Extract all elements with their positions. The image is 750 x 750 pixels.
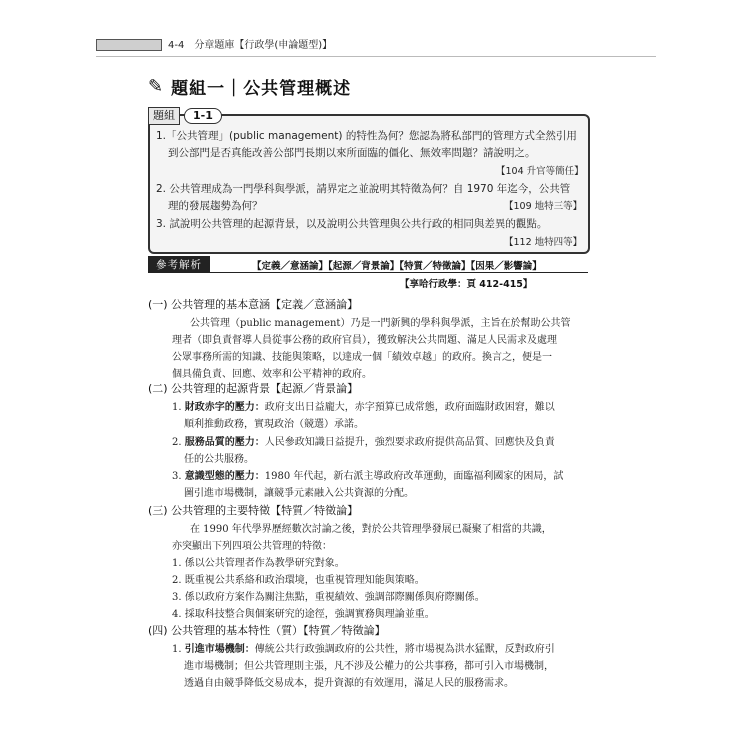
question-source: 【104 升官等簡任】 — [496, 166, 584, 177]
list-item-cont: 任的公共服務。 — [184, 454, 254, 465]
question-tab-label: 題組 — [148, 107, 180, 125]
section-heading: (一) 公共管理的基本意涵【定義／意涵論】 — [148, 298, 359, 311]
page-header — [96, 34, 656, 58]
pencil-icon: ✎ — [148, 75, 164, 97]
list-item: 2. 服務品質的壓力：人民參政知識日益提升，強烈要求政府提供高品質、回應快及負責 — [172, 437, 555, 448]
question-line: 到公部門是否真能改善公部門長期以來所面臨的僵化、無效率問題？請說明之。 — [168, 147, 536, 159]
list-item: 2. 既重視公共系絡和政治環境，也重視管理知能與策略。 — [172, 575, 425, 586]
body-line: 公眾事務所需的知識、技能與策略，以達成一個「績效卓越」的政府。換言之，便是一 — [172, 352, 552, 363]
body-line: 亦突顯出下列四項公共管理的特徵： — [172, 541, 332, 552]
body-line: 理者（即負責督導人員從事公務的政府官員），獲致解決公共問題、滿足人民需求及處理 — [172, 335, 557, 346]
list-item: 3. 係以政府方案作為關注焦點，重視績效、強調部際關係與府際關係。 — [172, 592, 485, 603]
section-title — [148, 74, 351, 99]
question-tab — [148, 107, 222, 125]
list-item: 1. 引進市場機制：傳統公共行政強調政府的公共性，將市場視為洪水猛獸，反對政府引 — [172, 644, 555, 655]
list-item-cont: 透過自由競爭降低交易成本，提升資源的有效運用，滿足人民的服務需求。 — [184, 678, 514, 689]
question-line: 3. 試說明公共管理的起源背景，以及說明公共管理與公共行政的相同與差異的觀點。 — [156, 218, 548, 230]
header-divider — [96, 56, 656, 57]
body-line: 在 1990 年代學界歷經數次討論之後，對於公共管理學發展已凝聚了相當的共識， — [190, 524, 552, 535]
list-item: 4. 採取科技整合與個案研究的途徑，強調實務與理論並重。 — [172, 609, 435, 620]
section-heading: (四) 公共管理的基本特性（質）【特質／特徵論】 — [148, 624, 386, 637]
header-text: 4-4 分章題庫【行政學(申論題型)】 — [168, 40, 333, 51]
section-title-text: 題組一｜公共管理概述 — [171, 79, 352, 99]
body-line: 個具備負責、回應、效率和公平精神的政府。 — [172, 369, 372, 380]
reference-source: 【享哈行政學：頁 412-415】 — [400, 279, 533, 290]
question-line: 2. 公共管理成為一門學科與學派，請界定之並說明其特徵為何？自 1970 年迄今，公共管 — [156, 183, 571, 195]
question-tab-number: 1-1 — [184, 108, 222, 124]
list-item: 1. 係以公共管理者作為教學研究對象。 — [172, 558, 345, 569]
reference-label: 參考解析 — [148, 256, 210, 273]
reference-tags: 【定義／意涵論】【起源／背景論】【特質／特徵論】【因果／影響論】 — [252, 261, 542, 272]
list-item-cont: 圖引進市場機制，讓競爭元素融入公共資源的分配。 — [184, 488, 414, 499]
list-item: 3. 意識型態的壓力：1980 年代起，新右派主導政府改革運動，面臨福利國家的困局，試 — [172, 471, 564, 482]
question-line: 理的發展趨勢為何？ — [168, 200, 263, 212]
question-line: 1.「公共管理」(public management) 的特性為何？您認為將私部門的管理方式全然引用 — [156, 130, 577, 142]
section-heading: (三) 公共管理的主要特徵【特質／特徵論】 — [148, 504, 359, 517]
body-line: 公共管理（public management）乃是一門新興的學科與學派，主旨在於幫助公共管 — [190, 318, 571, 329]
section-heading: (二) 公共管理的起源背景【起源／背景論】 — [148, 382, 359, 395]
reference-bar — [148, 256, 588, 274]
list-item-cont: 順利推動政務，實現政治（競選）承諾。 — [184, 419, 364, 430]
list-item: 1. 財政赤字的壓力：政府支出日益龐大，赤字預算已成常態，政府面臨財政困窘，難以 — [172, 402, 555, 413]
reference-divider — [148, 272, 588, 273]
question-source: 【109 地特三等】 — [504, 201, 583, 212]
header-bar — [96, 39, 162, 51]
question-source: 【112 地特四等】 — [504, 237, 583, 248]
list-item-cont: 進市場機制；但公共管理則主張，凡不涉及公權力的公共事務，都可引入市場機制， — [184, 661, 554, 672]
